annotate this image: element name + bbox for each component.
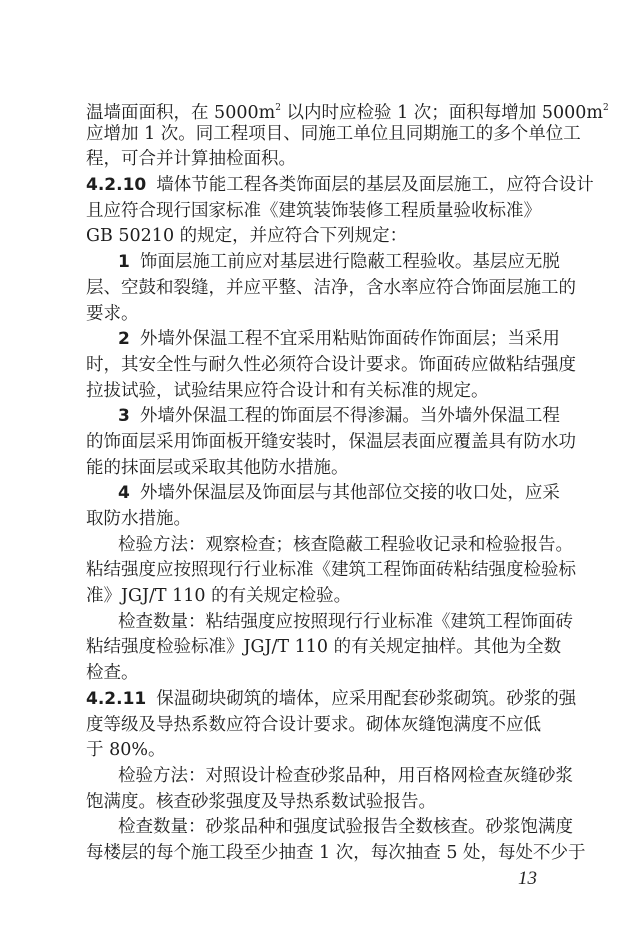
text-line: 粘结强度检验标准》JGJ/T 110 的有关规定抽样。其他为全数: [86, 637, 562, 657]
text-line: 于 80%。: [86, 740, 166, 760]
text-line: 温墙面面积，在 $5000m^2$ 以内时应检验 1 次；面积每增加 $5000m^2$: [86, 103, 609, 123]
list-item-line: 2 外墙外保温工程不宜采用粘贴饰面砖作饰面层；当采用: [118, 329, 560, 349]
clause-number: 4.2.11: [86, 689, 147, 709]
item-number: 1: [118, 252, 130, 272]
text-line: 的饰面层采用饰面板开缝安装时，保温层表面应覆盖具有防水功: [86, 432, 576, 452]
text-line: 检验方法：对照设计检查砂浆品种，用百格网检查灰缝砂浆: [118, 766, 573, 786]
text-line: 检验方法：观察检查；核查隐蔽工程验收记录和检验报告。: [118, 535, 573, 555]
item-number: 4: [118, 483, 130, 503]
clause-heading-line: 4.2.10 墙体节能工程各类饰面层的基层及面层施工，应符合设计: [86, 175, 594, 195]
text-line: 程，可合并计算抽检面积。: [86, 149, 296, 169]
item-number: 2: [118, 329, 130, 349]
list-item-line: 3 外墙外保温工程的饰面层不得渗漏。当外墙外保温工程: [118, 406, 560, 426]
text-line: 检查。: [86, 663, 139, 683]
text-line: 饱满度。核查砂浆强度及导热系数试验报告。: [86, 792, 436, 812]
list-item-line: 4 外墙外保温层及饰面层与其他部位交接的收口处，应采: [118, 483, 560, 503]
list-item-line: 1 饰面层施工前应对基层进行隐蔽工程验收。基层应无脱: [118, 252, 560, 272]
text-line: 时，其安全性与耐久性必须符合设计要求。饰面砖应做粘结强度: [86, 355, 576, 375]
item-number: 3: [118, 406, 130, 426]
page-number: 13: [518, 868, 537, 889]
text-line: 且应符合现行国家标准《建筑装饰装修工程质量验收标准》: [86, 201, 541, 221]
text-line: 取防水措施。: [86, 509, 191, 529]
text-line: 准》JGJ/T 110 的有关规定检验。: [86, 586, 352, 606]
clause-heading-line: 4.2.11 保温砌块砌筑的墙体，应采用配套砂浆砌筑。砂浆的强: [86, 689, 577, 709]
text-line: 检查数量：粘结强度应按照现行行业标准《建筑工程饰面砖: [118, 612, 573, 632]
text-line: 要求。: [86, 304, 139, 324]
text-line: 度等级及导热系数应符合设计要求。砌体灰缝饱满度不应低: [86, 715, 541, 735]
text-line: 检查数量：砂浆品种和强度试验报告全数核查。砂浆饱满度: [118, 817, 573, 837]
clause-number: 4.2.10: [86, 175, 147, 195]
text-line: 能的抹面层或采取其他防水措施。: [86, 458, 349, 478]
text-line: 每楼层的每个施工段至少抽查 1 次，每次抽查 5 处，每处不少于: [86, 843, 586, 863]
text-line: 应增加 1 次。同工程项目、同施工单位且同期施工的多个单位工: [86, 124, 581, 144]
text-line: 层、空鼓和裂缝，并应平整、洁净，含水率应符合饰面层施工的: [86, 278, 576, 298]
text-line: GB 50210 的规定，并应符合下列规定：: [86, 226, 408, 246]
text-line: 粘结强度应按照现行行业标准《建筑工程饰面砖粘结强度检验标: [86, 560, 576, 580]
text-line: 拉拔试验，试验结果应符合设计和有关标准的规定。: [86, 381, 489, 401]
